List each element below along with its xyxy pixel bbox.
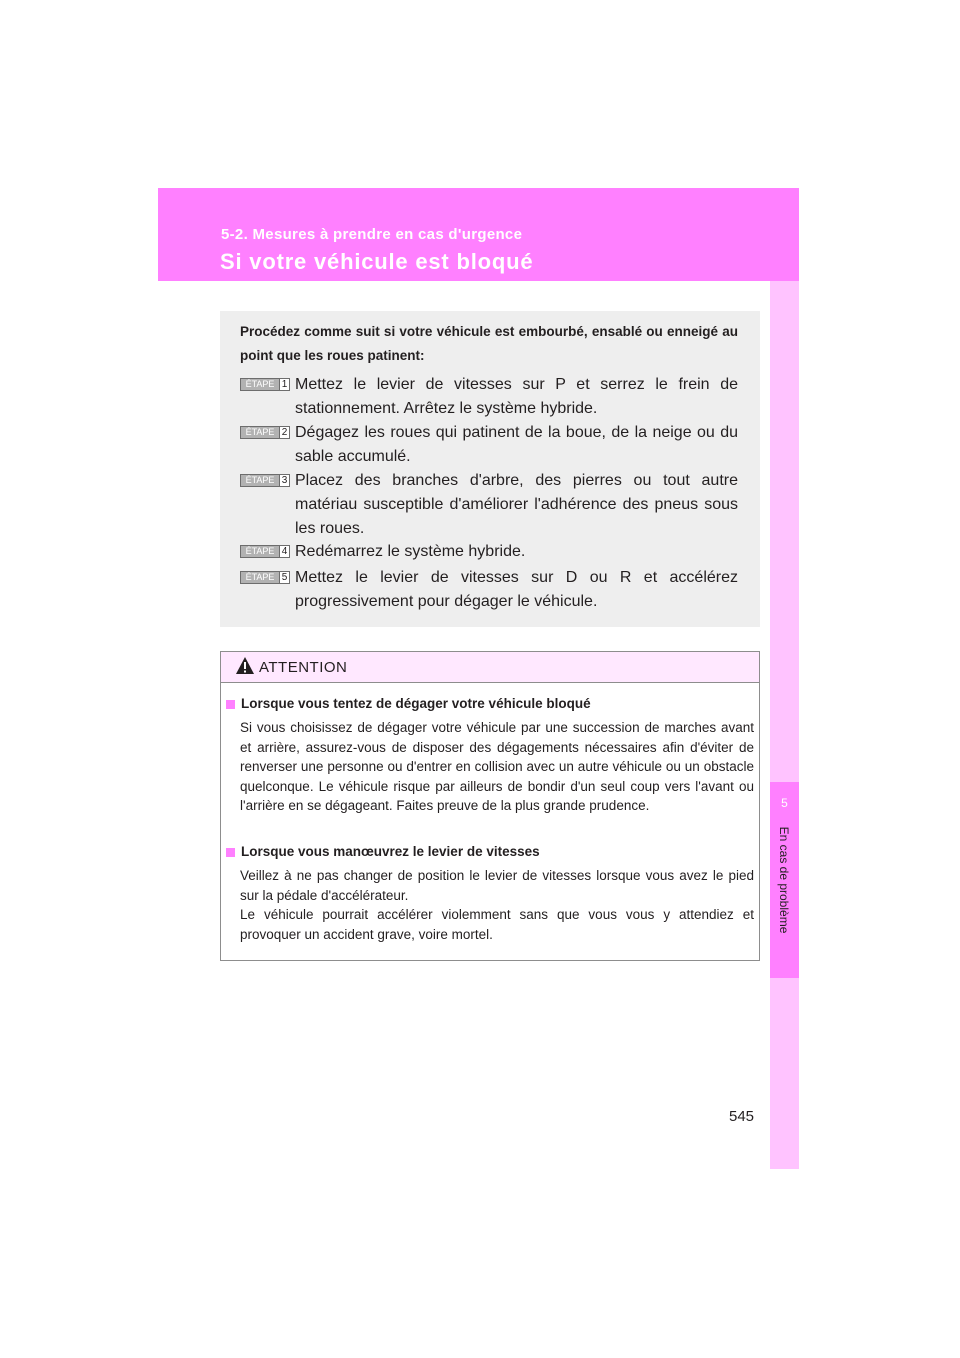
step-badge-word: ÉTAPE [245,379,275,389]
square-bullet-icon [226,700,235,709]
step-badge-number: 3 [279,475,289,486]
step-badge-word: ÉTAPE [245,475,275,485]
step-badge-word: ÉTAPE [245,427,275,437]
step-text: Mettez le levier de vitesses sur P et serrez le frein de stationnement. Arrêtez le système hybride. [295,376,738,417]
square-bullet-icon [226,848,235,857]
step-badge-word: ÉTAPE [245,546,275,556]
warning-item [226,694,754,816]
procedure-step [240,421,738,469]
step-text: Mettez le levier de vitesses sur D ou R et accélérez progressivement pour dégager le véhicule. [295,569,738,610]
chapter-tab-number: 5 [781,796,788,810]
procedure-intro: Procédez comme suit si votre véhicule est embourbé, ensablé ou enneigé au point que les roues patinent: [240,324,738,363]
step-badge-word: ÉTAPE [245,572,275,582]
step-text: Placez des branches d'arbre, des pierres ou tout autre matériau susceptible d'améliorer l'adhérence des pneus sous les roues. [295,472,738,537]
warning-header [221,652,759,683]
warning-paragraph: Le véhicule pourrait accélérer violemment sans que vous vous y attendiez et provoquer un accident grave, voire mortel. [240,907,754,942]
step-badge [240,571,290,584]
chapter-tab-label: En cas de problème [777,826,791,934]
step-text: Redémarrez le système hybride. [295,543,526,560]
warning-item-heading-text: Lorsque vous tentez de dégager votre véhicule bloqué [241,696,591,711]
step-badge-number: 2 [279,427,289,438]
procedure-step [240,469,738,541]
warning-item [226,842,754,944]
warning-title: ATTENTION [259,659,348,676]
warning-paragraph: Si vous choisissez de dégager votre véhicule par une succession de marches avant et arrière, assurez-vous de disposer des dégagements nécessaires afin d'éviter de renverser une personne ou d'entrer en collision avec un autre véhicule ou un obstacle quelconque. Le véhicule risque par ailleurs de bondir d'un seul coup vers l'avant ou l'arrière en se dégageant. Faites preuve de la plus grande prudence. [240,720,754,814]
procedure-step [240,540,738,564]
section-label: 5-2. Mesures à prendre en cas d'urgence [221,226,523,243]
warning-triangle-icon [235,656,255,675]
step-badge-number: 4 [279,546,289,557]
warning-box [220,651,760,961]
step-badge [240,426,290,439]
step-text: Dégagez les roues qui patinent de la boue, de la neige ou du sable accumulé. [295,424,738,465]
warning-item-heading [226,842,754,862]
side-strip [770,281,799,1169]
warning-item-body [240,866,754,944]
warning-item-heading-text: Lorsque vous manœuvrez le levier de vitesses [241,844,540,859]
procedure-step [240,566,738,614]
page-title: Si votre véhicule est bloqué [220,249,534,274]
procedure-step [240,373,738,421]
step-badge [240,378,290,391]
warning-item-heading [226,694,754,714]
warning-paragraph: Veillez à ne pas changer de position le levier de vitesses lorsque vous avez le pied sur la pédale d'accélérateur. [240,868,754,903]
step-badge-number: 5 [279,572,289,583]
step-badge [240,474,290,487]
warning-item-body [240,718,754,816]
page-number: 545 [729,1108,755,1125]
step-badge-number: 1 [279,379,289,390]
step-badge [240,545,290,558]
